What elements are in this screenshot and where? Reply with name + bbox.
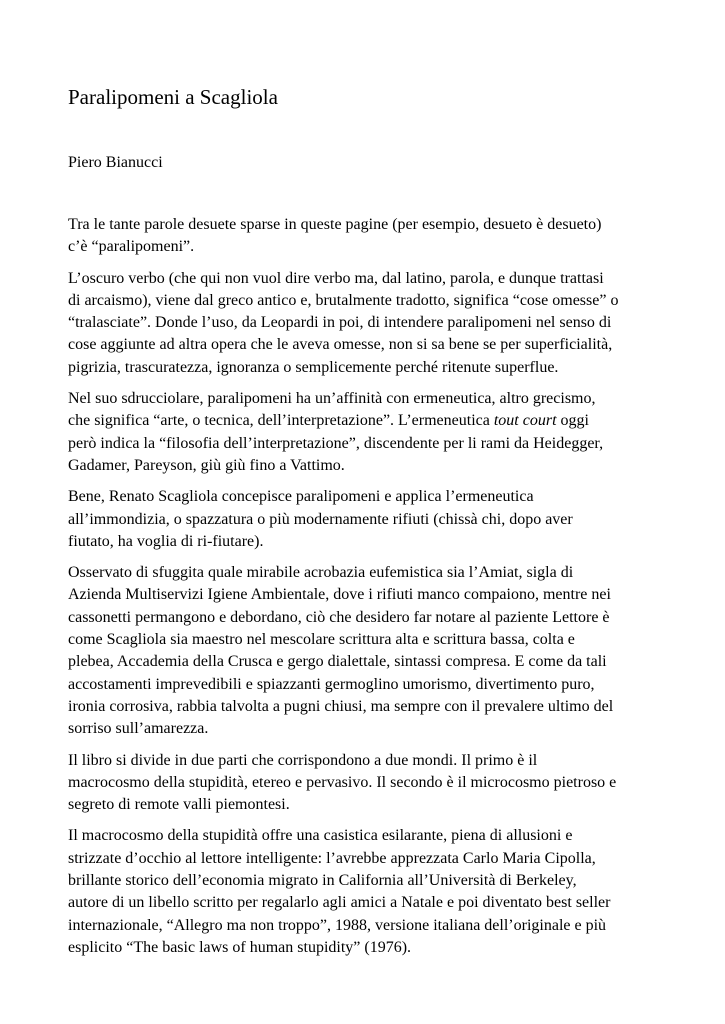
paragraph [68,562,658,740]
text-line: brillante storico dell’economia migrato in California all’Università di Berkeley, [68,872,577,890]
text-line: esplicito “The basic laws of human stupidity” (1976). [68,938,412,956]
text-line: L’oscuro verbo (che qui non vuol dire verbo ma, dal latino, parola, e dunque trattasi [68,269,604,287]
document-body [68,214,658,968]
text-line: Nel suo sdrucciolare, paralipomeni ha un’affinità con ermeneutica, altro grecismo, [68,390,596,408]
text-line: strizzate d’occhio al lettore intelligente: l’avrebbe apprezzata Carlo Maria Cipolla, [68,849,596,867]
italic-text: tout court [493,412,557,430]
paragraph [68,486,658,553]
text-line [68,410,658,432]
paragraph [68,388,658,477]
text-line: Tra le tante parole desuete sparse in queste pagine (per esempio, desueto è desueto) [68,216,602,233]
text-line: di arcaismo), viene dal greco antico e, brutalmente tradotto, significa “cose omesse” o [68,291,619,309]
paragraph [68,268,658,379]
text-line: ironia corrosiva, rabbia talvolta a pugni chiusi, ma sempre con il prevalere ultimo del [68,697,614,715]
text-line: Il libro si divide in due parti che corrispondono a due mondi. Il primo è il [68,751,538,769]
text-line: cassonetti permangono e debordano, ciò che desidero far notare al paziente Lettore è [68,608,610,626]
text-line: c’è “paralipomeni”. [68,238,195,256]
text-line: Il macrocosmo della stupidità offre una casistica esilarante, piena di allusioni e [68,827,573,845]
text-line: Azienda Multiservizi Igiene Ambientale, dove i rifiuti manco compaiono, mentre nei [68,586,611,604]
text-line: Gadamer, Pareyson, giù giù fino a Vattimo. [68,456,345,474]
text-line: macrocosmo della stupidità, etereo e pervasivo. Il secondo è il microcosmo pietroso e [68,773,617,791]
text-line: all’immondizia, o spazzatura o più modernamente rifiuti (chissà chi, dopo aver [68,510,573,528]
text-line: plebea, Accademia della Crusca e gergo dialettale, sintassi compresa. E come da tali [68,653,607,671]
text-line: come Scagliola sia maestro nel mescolare scrittura alta e scrittura bassa, colta e [68,631,575,649]
text-line: “tralasciate”. Donde l’uso, da Leopardi in poi, di intendere paralipomeni nel senso di [68,314,612,332]
text-run: oggi [556,412,589,430]
text-line: accostamenti imprevedibili e spiazzanti germoglino umorismo, divertimento puro, [68,675,595,693]
text-line: autore di un libello scritto per regalarlo agli amici a Natale e poi diventato best seller [68,894,611,912]
text-line: Bene, Renato Scagliola concepisce paralipomeni e applica l’ermeneutica [68,488,534,506]
text-line: pigrizia, trascuratezza, ignoranza o semplicemente perché ritenute superflue. [68,358,559,376]
paragraph [68,750,658,817]
document-author: Piero Bianucci [68,154,163,171]
text-line: segreto di remote valli piemontesi. [68,796,290,814]
text-line: Osservato di sfuggita quale mirabile acrobazia eufemistica sia l’Amiat, sigla di [68,564,574,582]
document-title: Paralipomeni a Scagliola [68,85,278,109]
text-line: internazionale, “Allegro ma non troppo”, 1988, versione italiana dell’originale e più [68,916,607,934]
text-line: però indica la “filosofia dell’interpretazione”, discendente per li rami da Heidegger, [68,434,604,452]
paragraph [68,214,658,259]
paragraph [68,825,658,959]
text-line: cose aggiunte ad altra opera che le aveva omesse, non si sa bene se per superficialità, [68,336,613,354]
text-line: fiutato, ha voglia di ri-fiutare). [68,532,264,550]
text-run: che significa “arte, o tecnica, dell’interpretazione”. L’ermeneutica [68,412,494,430]
text-line: sorriso sull’amarezza. [68,720,209,738]
